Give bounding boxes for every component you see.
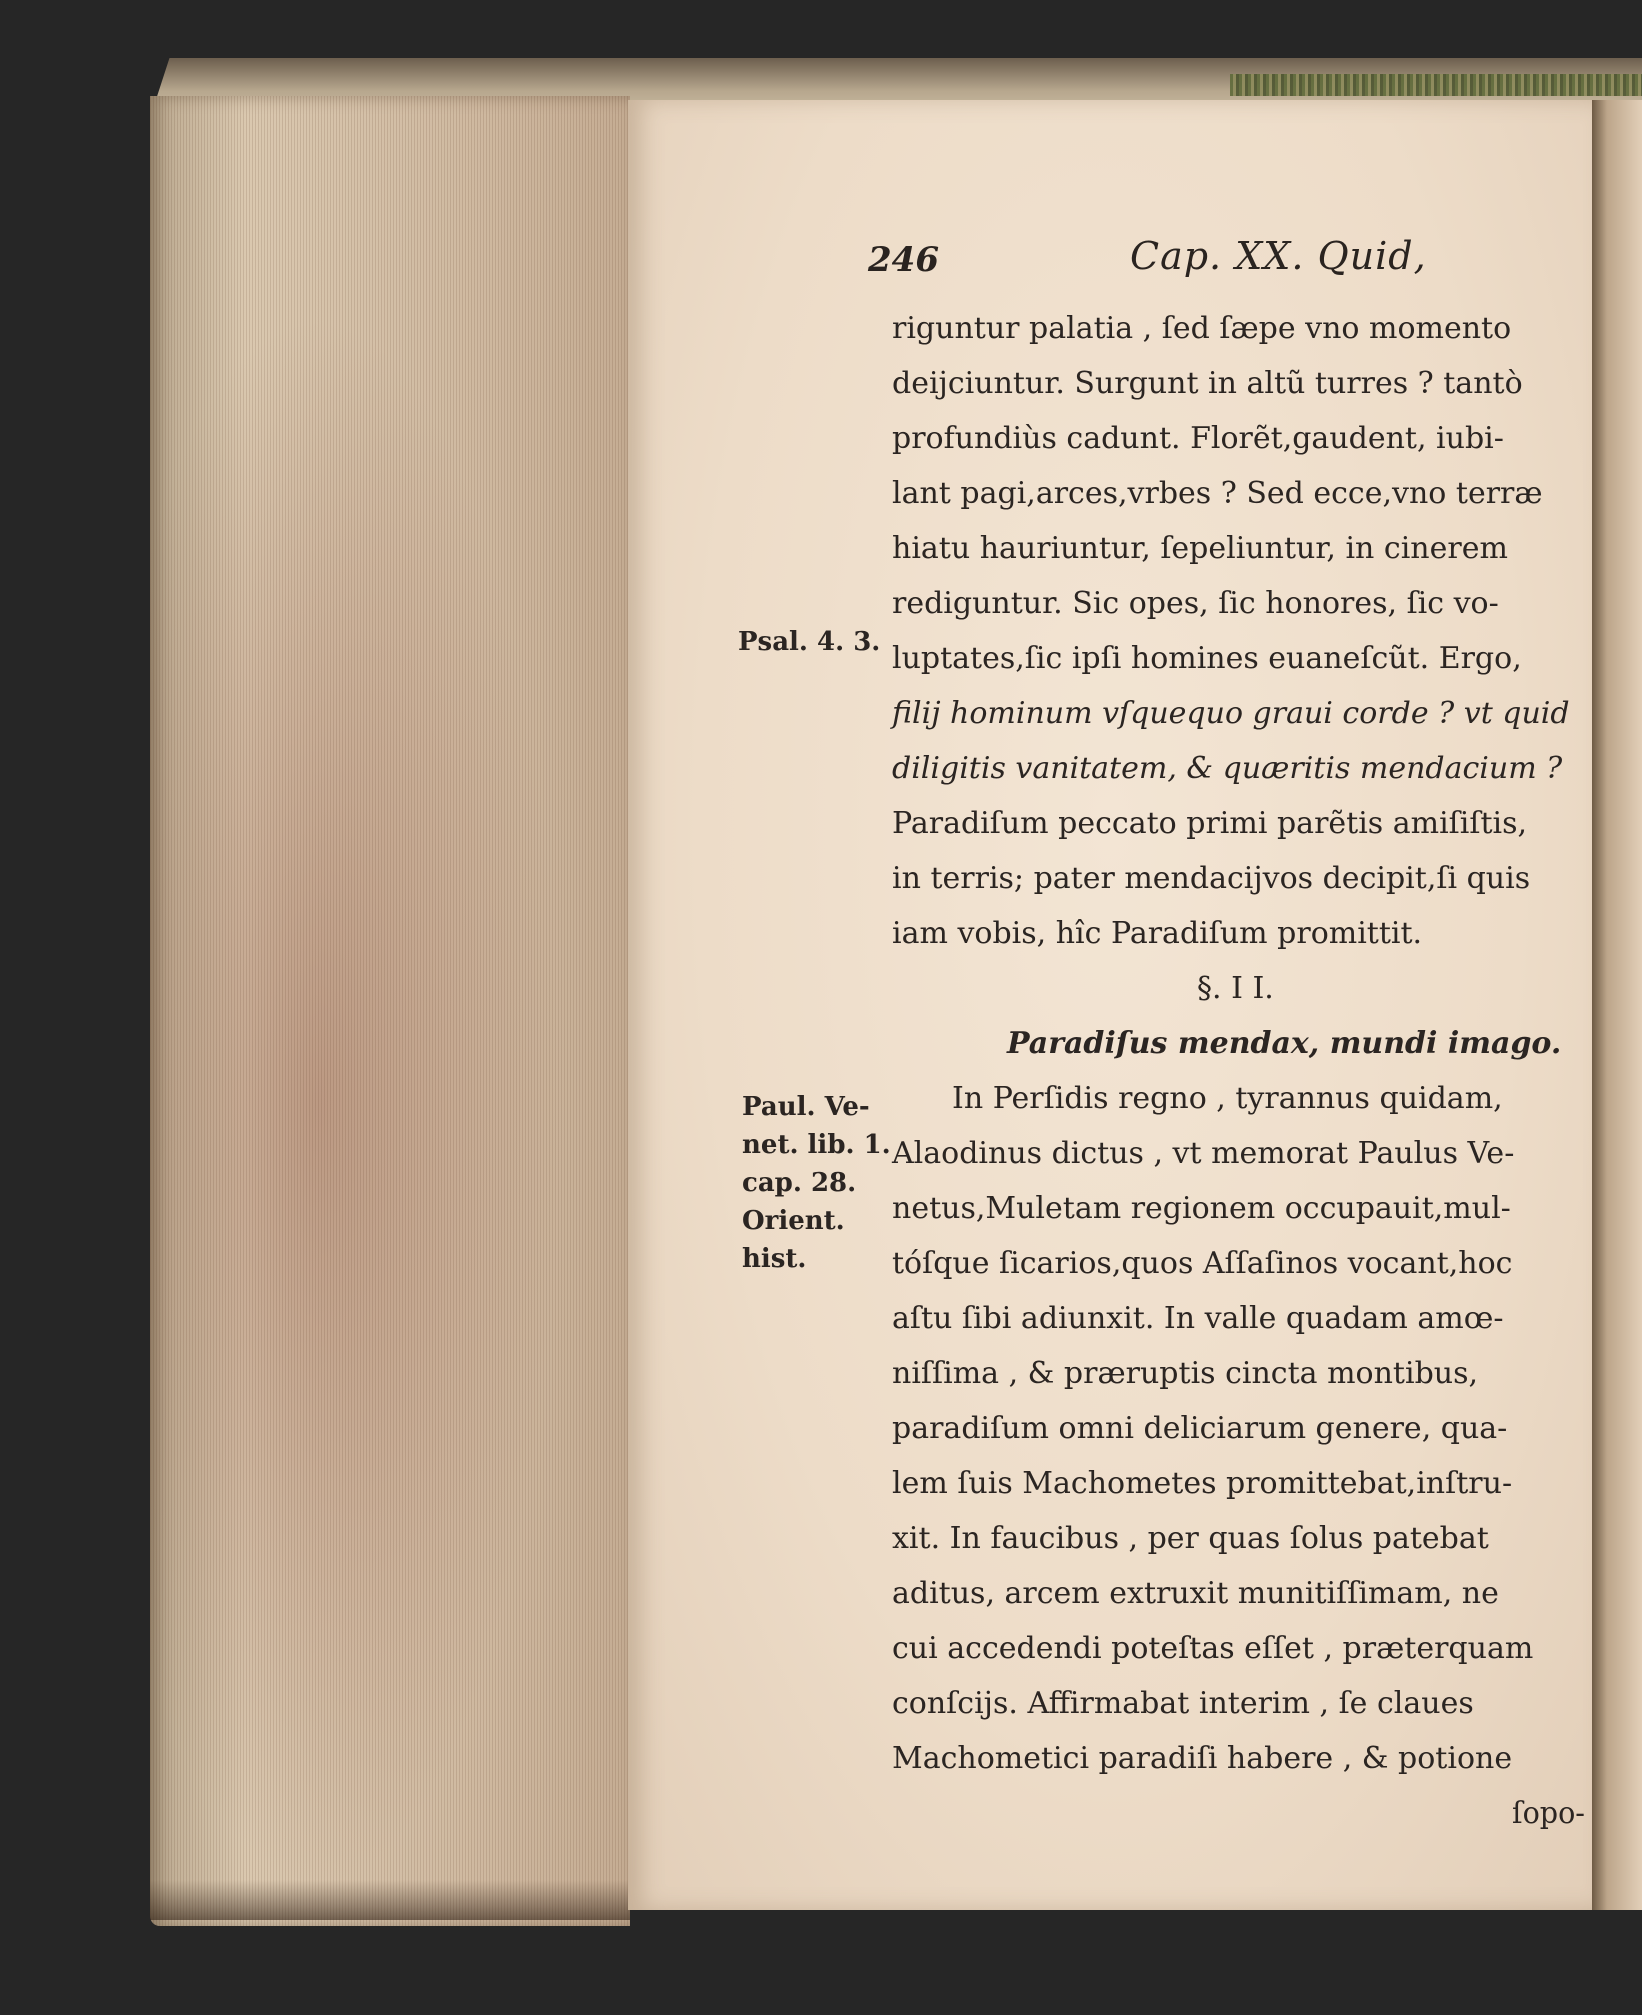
text-line: netus,Muletam regionem occupauit,mul- [892, 1191, 1511, 1226]
text-line: luptates,ſic ipſi homines euaneſcũt. Ergo, [892, 641, 1522, 676]
page-number: 246 [868, 240, 939, 280]
margin-note-line: Psal. 4. 3. [738, 627, 881, 657]
text-line: niſſima , & præruptis cincta montibus, [892, 1356, 1479, 1391]
text-line: aſtu ſibi adiunxit. In valle quadam amœ- [892, 1301, 1504, 1336]
section-title: Paradiſus mendax, mundi imago. [1007, 1026, 1562, 1061]
running-head: Cap. XX. Quid, [1130, 234, 1427, 278]
scripture-quote-line: filij hominum vſquequo graui corde ? vt quid [892, 696, 1570, 731]
text-line: Paradiſum peccato primi parẽtis amiſiſtis, [892, 806, 1528, 841]
text-line: tóſque ſicarios,quos Aſſaſinos vocant,hoc [892, 1246, 1513, 1281]
spine-band [1230, 74, 1642, 96]
text-line: hiatu hauriuntur, ſepeliuntur, in cinerem [892, 531, 1508, 566]
page-block-fore-edge [150, 96, 630, 1926]
margin-note-line: net. lib. 1. [742, 1130, 891, 1160]
text-line: In Perſidis regno , tyrannus quidam, [952, 1081, 1503, 1116]
fore-edge-shadow [150, 1880, 630, 1920]
text-line: profundiùs cadunt. Florẽt,gaudent, iubi- [892, 421, 1504, 456]
text-line: iam vobis, hîc Paradiſum promittit. [892, 916, 1423, 951]
margin-note-line: hist. [742, 1244, 807, 1274]
margin-note-paulus [742, 1088, 891, 1278]
text-line: aditus, arcem extruxit munitiſſimam, ne [892, 1576, 1499, 1611]
catchword: ſopo- [1512, 1796, 1585, 1831]
scripture-quote-line: diligitis vanitatem, & quæritis mendacium ? [892, 751, 1563, 786]
facing-page-edge [1592, 100, 1642, 1910]
text-line: Alaodinus dictus , vt memorat Paulus Ve- [892, 1136, 1515, 1171]
text-line: xit. In faucibus , per quas ſolus patebat [892, 1521, 1489, 1556]
text-line: in terris; pater mendacijvos decipit,ſi quis [892, 861, 1531, 896]
section-number: §. I I. [1197, 971, 1274, 1006]
text-line: Machometici paradiſi habere , & potione [892, 1741, 1513, 1776]
text-line: lant pagi,arces,vrbes ? Sed ecce,vno terræ [892, 476, 1543, 511]
margin-note-line: Orient. [742, 1206, 845, 1236]
margin-note-psalm [738, 623, 880, 661]
text-line: riguntur palatia , ſed ſæpe vno momento [892, 311, 1512, 346]
margin-note-line: cap. 28. [742, 1168, 857, 1198]
text-line: paradiſum omni deliciarum genere, qua- [892, 1411, 1508, 1446]
text-line: lem ſuis Machometes promittebat,inſtru- [892, 1466, 1513, 1501]
text-line: rediguntur. Sic opes, ſic honores, ſic vo- [892, 586, 1499, 621]
text-line: cui accedendi poteſtas eſſet , præterquam [892, 1631, 1534, 1666]
text-line: deijciuntur. Surgunt in altũ turres ? tantò [892, 366, 1523, 401]
text-line: conſcijs. Affirmabat interim , ſe claues [892, 1686, 1474, 1721]
margin-note-line: Paul. Ve- [742, 1092, 870, 1122]
